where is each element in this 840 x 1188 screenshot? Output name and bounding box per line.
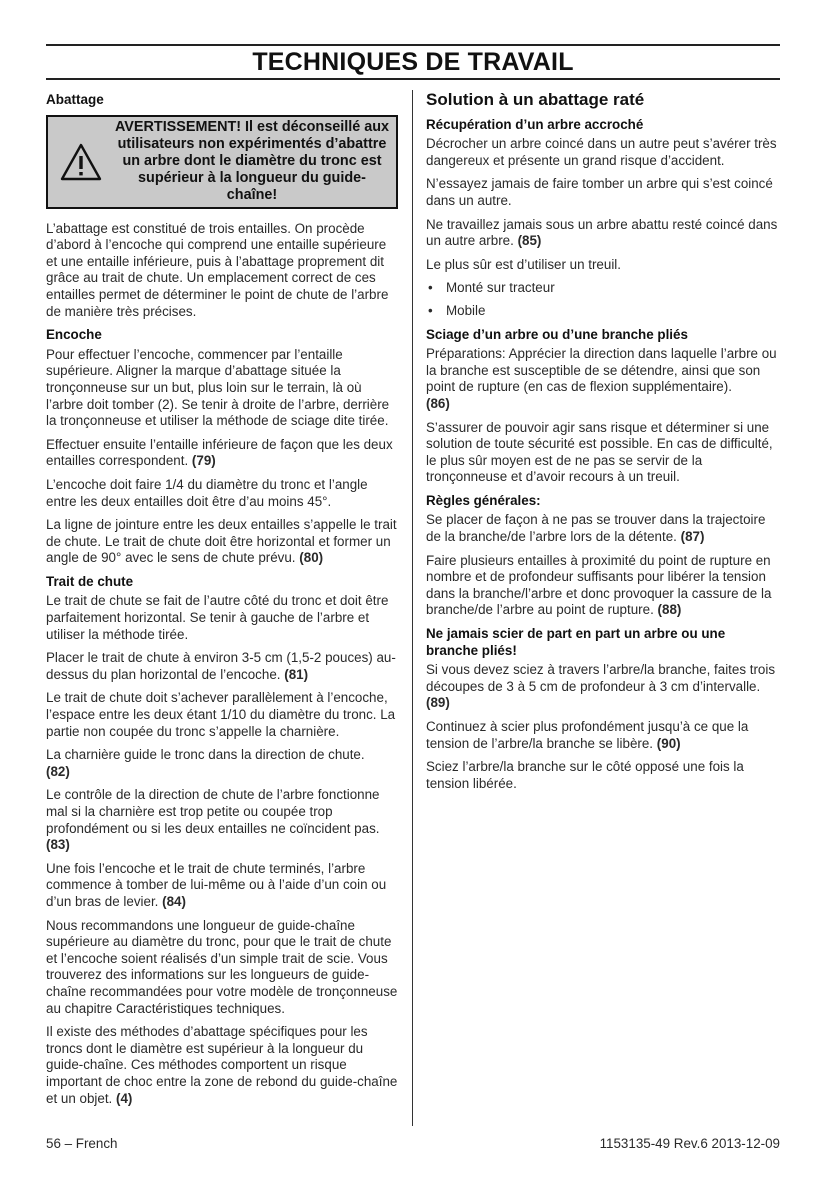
left-column <box>46 92 398 1114</box>
encoche-p3: L’encoche doit faire 1/4 du diamètre du tronc et l’angle entre les deux entailles doit être d’au moins 45°. <box>46 476 368 509</box>
figure-ref: (90) <box>656 735 681 751</box>
figure-ref: (80) <box>299 550 324 566</box>
recup-p4: Le plus sûr est d’utiliser un treuil. <box>426 256 622 272</box>
encoche-heading: Encoche <box>46 327 102 343</box>
figure-ref: (83) <box>46 837 70 853</box>
page-number: 56 – French <box>46 1136 118 1151</box>
figure-ref: (82) <box>46 763 70 779</box>
jamais-p1: Si vous devez sciez à travers l’arbre/la branche, faites trois découpes de 3 à 5 cm de profondeur à 3 cm d’intervalle. (89) <box>426 662 776 711</box>
encoche-p2: Effectuer ensuite l’entaille inférieure de façon que les deux entailles correspondent. (79) <box>46 436 393 469</box>
column-divider <box>412 90 413 1126</box>
abattage-intro: L’abattage est constitué de trois entailles. On procède d’abord à l’encoche qui comprend une entaille supérieure et une entaille inférieure, puis à l’abattage proprement dit grâce au trait de chute. Un emplacement correct de ces entailles permet de déterminer le point de chute de l’arbre de manière très précises. <box>46 220 389 319</box>
trait-p6: Une fois l’encoche et le trait de chute terminés, l’arbre commence à tomber de lui-même ou à l’aide d’un coin ou d’un bras de levier. (84) <box>46 860 387 909</box>
trait-p5: Le contrôle de la direction de chute de l’arbre fonctionne mal si la charnière est trop petite ou coupée trop profondément ou si les deux entailles ne coïncident pas. (83) <box>46 787 380 853</box>
trait-p7: Nous recommandons une longueur de guide-chaîne supérieure au diamètre du tronc, pour que le trait de chute et l’encoche soient réalisés d’un simple trait de scie. Vous trouverez des informations sur les longueurs de guide-chaîne recommandées pour votre modèle de tronçonneuse au chapitre Caractéristiques techniques. <box>46 917 398 1016</box>
regles-p1: Se placer de façon à ne pas se trouver dans la trajectoire de la branche/de l’arbre lors de la détente. (87) <box>426 512 766 545</box>
list-item: • Monté sur tracteur <box>426 280 780 297</box>
jamais-heading: Ne jamais scier de part en part un arbre ou une branche pliés! <box>426 626 726 658</box>
recup-p3: Ne travaillez jamais sous un arbre abattu resté coincé dans un autre arbre. (85) <box>426 216 778 249</box>
sciage-heading: Sciage d’un arbre ou d’une branche pliés <box>426 326 688 342</box>
warning-triangle-icon <box>48 142 114 182</box>
warning-box <box>46 115 398 209</box>
page-header <box>46 44 780 80</box>
winch-list <box>426 280 780 319</box>
trait-heading: Trait de chute <box>46 573 134 589</box>
jamais-p3: Sciez l’arbre/la branche sur le côté opposé une fois la tension libérée. <box>426 759 744 791</box>
list-item: • Mobile <box>426 303 780 320</box>
figure-ref: (86) <box>426 395 450 411</box>
recup-heading: Récupération d’un arbre accroché <box>426 116 644 132</box>
sciage-p2: S’assurer de pouvoir agir sans risque et déterminer si une solution de toute sécurité est possible. En cas de difficulté, le plus sûr moyen est de ne pas se servir de la tronçonneuse et d’avoir recours à un treuil. <box>426 419 773 485</box>
figure-ref: (4) <box>116 1090 133 1106</box>
page-title: TECHNIQUES DE TRAVAIL <box>252 48 574 76</box>
warning-text: AVERTISSEMENT! Il est déconseillé aux utilisateurs non expérimentés d’abattre un arbre dont le diamètre du tronc est supérieur à la longueur du guide-chaîne! <box>114 119 390 204</box>
recup-p1: Décrocher un arbre coincé dans un autre peut s’avérer très dangereux et présente un grand risque d’accident. <box>426 136 777 168</box>
trait-p1: Le trait de chute se fait de l’autre côté du tronc et doit être parfaitement horizontal. Se tenir à gauche de l’arbre et utiliser la méthode tirée. <box>46 593 389 642</box>
encoche-p1: Pour effectuer l’encoche, commencer par l’entaille supérieure. Aligner la marque d’abattage située la tronçonneuse sur un but, plus loin sur le terrain, là où l’arbre doit tomber (2). Se tenir à droite de l’arbre, derrière la tronçonneuse et utiliser la méthode de sciage dite tirée. <box>46 346 390 429</box>
figure-ref: (88) <box>657 602 682 618</box>
document-code: 1153135-49 Rev.6 2013-12-09 <box>599 1136 780 1151</box>
header-rule-bottom <box>46 78 780 80</box>
trait-p3: Le trait de chute doit s’achever parallèlement à l’encoche, l’espace entre les deux étant 1/10 du diamètre du tronc. La partie non coupée du tronc s’appelle la charnière. <box>46 690 396 739</box>
regles-p2: Faire plusieurs entailles à proximité du point de rupture en nombre et de profondeur suffisants pour libérer la tension dans la branche/l’arbre et donc provoquer la cassure de la branche/de l’arbre au point de rupture. (88) <box>426 552 772 618</box>
regles-heading: Règles générales: <box>426 492 541 508</box>
trait-p4: La charnière guide le tronc dans la direction de chute. (82) <box>46 747 365 779</box>
trait-p8: Il existe des méthodes d’abattage spécifiques pour les troncs dont le diamètre est supérieur à la longueur du guide-chaîne. Ces méthodes comportent un risque important de choc entre la zone de rebond du guide-chaîne et un objet. (4) <box>46 1024 398 1106</box>
figure-ref: (85) <box>517 233 542 249</box>
abattage-heading: Abattage <box>46 92 104 107</box>
trait-p2: Placer le trait de chute à environ 3-5 cm (1,5-2 pouces) au-dessus du plan horizontal de l’encoche. (81) <box>46 650 396 682</box>
figure-ref: (84) <box>162 893 186 909</box>
figure-ref: (81) <box>284 666 309 682</box>
sciage-p1: Préparations: Apprécier la direction dans laquelle l’arbre ou la branche est susceptible de se détendre, ainsi que son point de rupture (en cas de flexion supplémentaire). (86) <box>426 346 777 411</box>
encoche-p4: La ligne de jointure entre les deux entailles s’appelle le trait de chute. Le trait de chute doit être horizontal et former un angle de 90° avec le sens de chute prévu. (80) <box>46 517 397 566</box>
figure-ref: (87) <box>680 529 705 545</box>
solution-heading: Solution à un abattage raté <box>426 90 645 109</box>
figure-ref: (89) <box>426 695 450 711</box>
figure-ref: (79) <box>191 453 216 469</box>
recup-p2: N’essayez jamais de faire tomber un arbre qui s’est coincé dans un autre. <box>426 176 773 208</box>
jamais-p2: Continuez à scier plus profondément jusqu’à ce que la tension de l’arbre/la branche se libère. (90) <box>426 719 749 751</box>
right-column <box>426 92 780 799</box>
